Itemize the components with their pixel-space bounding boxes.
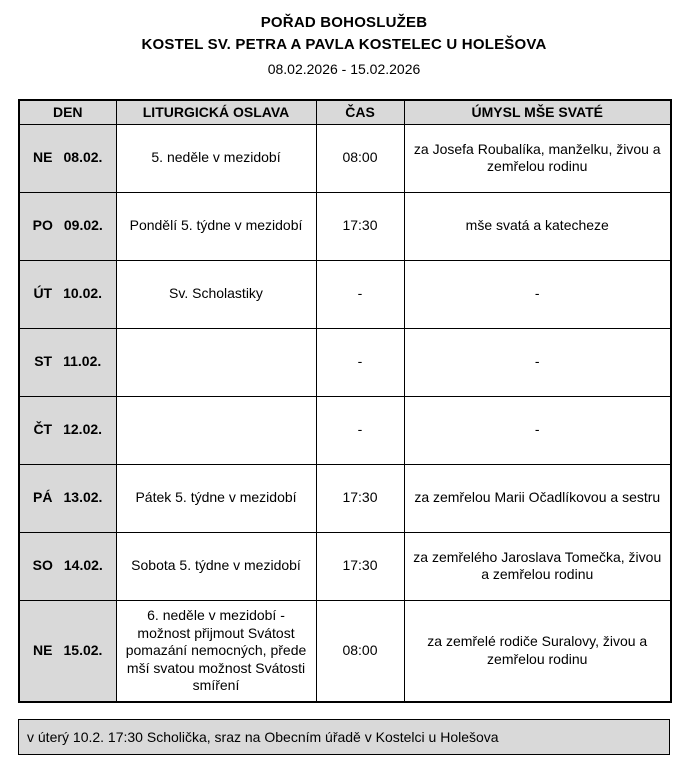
table-row (19, 124, 671, 192)
column-header-time: ČAS (316, 100, 404, 124)
day-cell (19, 532, 116, 600)
time-cell: 17:30 (316, 192, 404, 260)
day-date: 10.02. (63, 285, 103, 302)
time-cell: 17:30 (316, 532, 404, 600)
table-row (19, 328, 671, 396)
celebration-cell (116, 396, 316, 464)
time-cell: - (316, 328, 404, 396)
intention-cell: mše svatá a katecheze (404, 192, 671, 260)
day-date: 15.02. (63, 642, 103, 658)
footer-note (18, 719, 670, 755)
intention-cell: - (404, 260, 671, 328)
day-cell (19, 192, 116, 260)
day-date: 13.02. (63, 489, 103, 506)
time-cell: 08:00 (316, 124, 404, 192)
intention-cell: - (404, 396, 671, 464)
intention-cell: za zemřelé rodiče Suralovy, živou a zemřelou rodinu (404, 600, 671, 702)
table-row (19, 600, 671, 702)
schedule-table (18, 99, 672, 703)
intention-cell: za zemřelou Marii Očadlíkovou a sestru (404, 464, 671, 532)
day-cell (19, 260, 116, 328)
day-abbr: PO (32, 217, 53, 234)
day-cell (19, 396, 116, 464)
day-abbr: ST (34, 353, 53, 370)
day-date: 09.02. (63, 217, 103, 234)
day-date: 14.02. (63, 557, 103, 574)
day-abbr: PÁ (33, 489, 53, 506)
document-header (18, 14, 670, 77)
day-abbr: NE (33, 149, 53, 166)
day-cell (19, 600, 116, 702)
date-range: 08.02.2026 - 15.02.2026 (267, 61, 421, 77)
page-title: POŘAD BOHOSLUŽEB (260, 14, 428, 31)
footer-note-text: v úterý 10.2. 17:30 Scholička, sraz na Obecním úřadě v Kostelci u Holešova (27, 729, 499, 745)
celebration-cell: 6. neděle v mezidobí - možnost přijmout Svátost pomazání nemocných, přede mší svatou možnost Svátosti smíření (116, 600, 316, 702)
celebration-cell: Pátek 5. týdne v mezidobí (116, 464, 316, 532)
day-date: 08.02. (63, 149, 103, 166)
day-cell (19, 464, 116, 532)
table-header-row (19, 100, 671, 124)
intention-cell: za zemřelého Jaroslava Tomečka, živou a zemřelou rodinu (404, 532, 671, 600)
time-cell: - (316, 260, 404, 328)
day-date: 12.02. (63, 421, 103, 438)
celebration-cell (116, 328, 316, 396)
table-row (19, 396, 671, 464)
time-cell: 17:30 (316, 464, 404, 532)
day-date: 11.02. (63, 353, 102, 370)
table-row (19, 260, 671, 328)
celebration-cell: Pondělí 5. týdne v mezidobí (116, 192, 316, 260)
table-row (19, 192, 671, 260)
day-abbr: ČT (33, 421, 53, 438)
time-cell: 08:00 (316, 600, 404, 702)
celebration-cell: Sv. Scholastiky (116, 260, 316, 328)
column-header-day: DEN (19, 100, 116, 124)
day-abbr: SO (32, 557, 53, 574)
intention-cell: - (404, 328, 671, 396)
day-abbr: ÚT (33, 285, 53, 302)
day-abbr: NE (33, 642, 53, 658)
celebration-cell: Sobota 5. týdne v mezidobí (116, 532, 316, 600)
column-header-intention: ÚMYSL MŠE SVATÉ (404, 100, 671, 124)
column-header-celebration: LITURGICKÁ OSLAVA (116, 100, 316, 124)
intention-cell: za Josefa Roubalíka, manželku, živou a zemřelou rodinu (404, 124, 671, 192)
time-cell: - (316, 396, 404, 464)
page-subtitle: KOSTEL SV. PETRA A PAVLA KOSTELEC U HOLEŠOVA (141, 36, 547, 53)
day-cell (19, 328, 116, 396)
table-row (19, 464, 671, 532)
table-row (19, 532, 671, 600)
day-cell (19, 124, 116, 192)
celebration-cell: 5. neděle v mezidobí (116, 124, 316, 192)
